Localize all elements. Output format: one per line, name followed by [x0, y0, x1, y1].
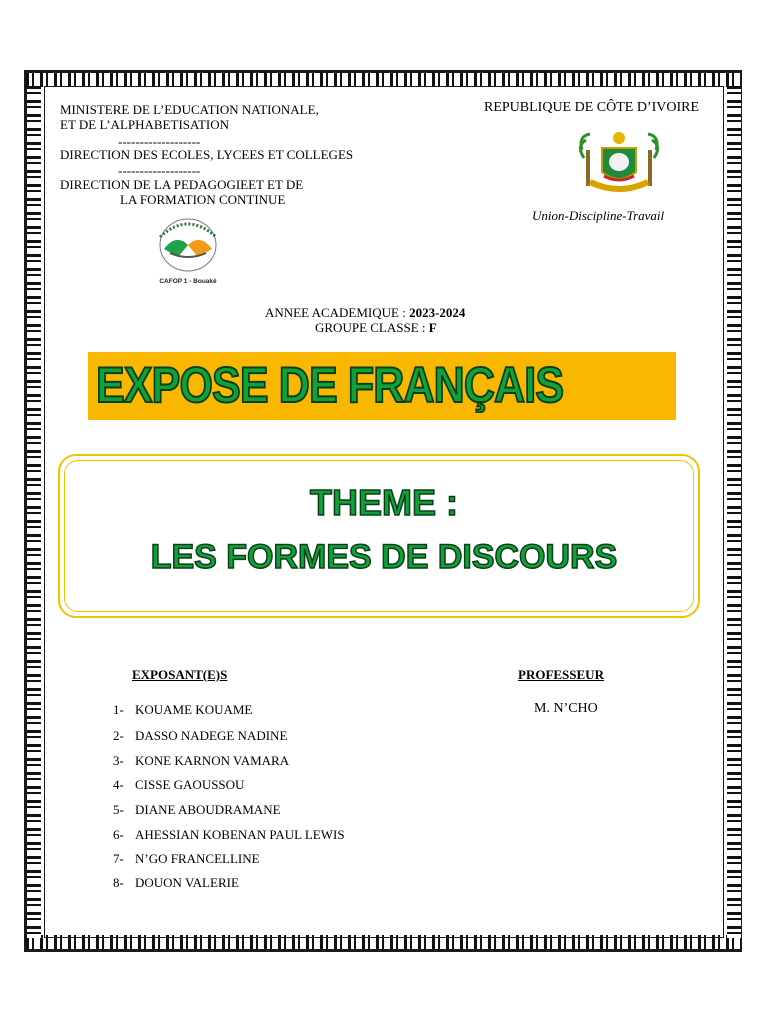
presenter-item [113, 802, 281, 818]
presenter-item [113, 777, 244, 793]
presenter-name: CISSE GAOUSSOU [135, 777, 245, 792]
separator-1: ------------------- [118, 134, 201, 149]
coat-of-arms-emblem [574, 130, 664, 202]
presenter-item [113, 728, 287, 744]
presenter-name: N’GO FRANCELLINE [135, 851, 260, 866]
direction-2-line-1: DIRECTION DE LA PEDAGOGIEET ET DE [60, 177, 304, 192]
presenter-name: DIANE ABOUDRAMANE [135, 802, 281, 817]
ministry-line-2: ET DE L’ALPHABETISATION [60, 117, 229, 132]
presenter-name: KOUAME KOUAME [135, 702, 253, 717]
presenter-item [113, 753, 289, 769]
presenter-number: 2- [113, 728, 124, 743]
presenter-item [113, 827, 345, 843]
presenter-name: DASSO NADEGE NADINE [135, 728, 288, 743]
academic-year [265, 305, 465, 320]
professor-heading: PROFESSEUR [518, 667, 604, 682]
theme-box [58, 454, 700, 618]
theme-label: THEME : [310, 482, 458, 523]
presenter-number: 6- [113, 827, 124, 842]
direction-2-line-2: LA FORMATION CONTINUE [120, 192, 286, 207]
national-motto: Union-Discipline-Travail [532, 208, 665, 223]
presenters-heading: EXPOSANT(E)S [132, 667, 228, 682]
cafop-logo [148, 215, 228, 287]
professor-name: M. N’CHO [534, 701, 598, 716]
presenter-number: 8- [113, 875, 124, 890]
class-group [315, 320, 437, 335]
presenter-name: KONE KARNON VAMARA [135, 753, 290, 768]
presenter-number: 7- [113, 851, 124, 866]
ministry-line-1: MINISTERE DE L’EDUCATION NATIONALE, [60, 102, 319, 117]
page-border-top-ornament [26, 73, 740, 87]
class-group-value: F [428, 320, 437, 335]
presenter-name: AHESSIAN KOBENAN PAUL LEWIS [135, 827, 345, 842]
presenter-number: 5- [113, 802, 124, 817]
republic-name: REPUBLIQUE DE CÔTE D’IVOIRE [484, 100, 700, 115]
presenter-number: 1- [113, 702, 124, 717]
presenter-item [113, 851, 260, 867]
class-group-label: GROUPE CLASSE : [315, 320, 429, 335]
academic-year-value: 2023-2024 [409, 305, 466, 320]
academic-year-label: ANNEE ACADEMIQUE : [265, 305, 410, 320]
presenter-item [113, 702, 252, 718]
direction-1: DIRECTION DES ECOLES, LYCEES ET COLLEGES [60, 147, 354, 162]
cafop-logo-text: CAFOP 1 - Bouaké [159, 278, 217, 285]
presenter-number: 3- [113, 753, 124, 768]
separator-2: ------------------- [118, 163, 201, 178]
presenter-number: 4- [113, 777, 124, 792]
presenter-item [113, 875, 239, 891]
theme-value: LES FORMES DE DISCOURS [150, 538, 618, 576]
presenter-name: DOUON VALERIE [135, 875, 239, 890]
document-title: EXPOSE DE FRANÇAIS [96, 357, 564, 413]
